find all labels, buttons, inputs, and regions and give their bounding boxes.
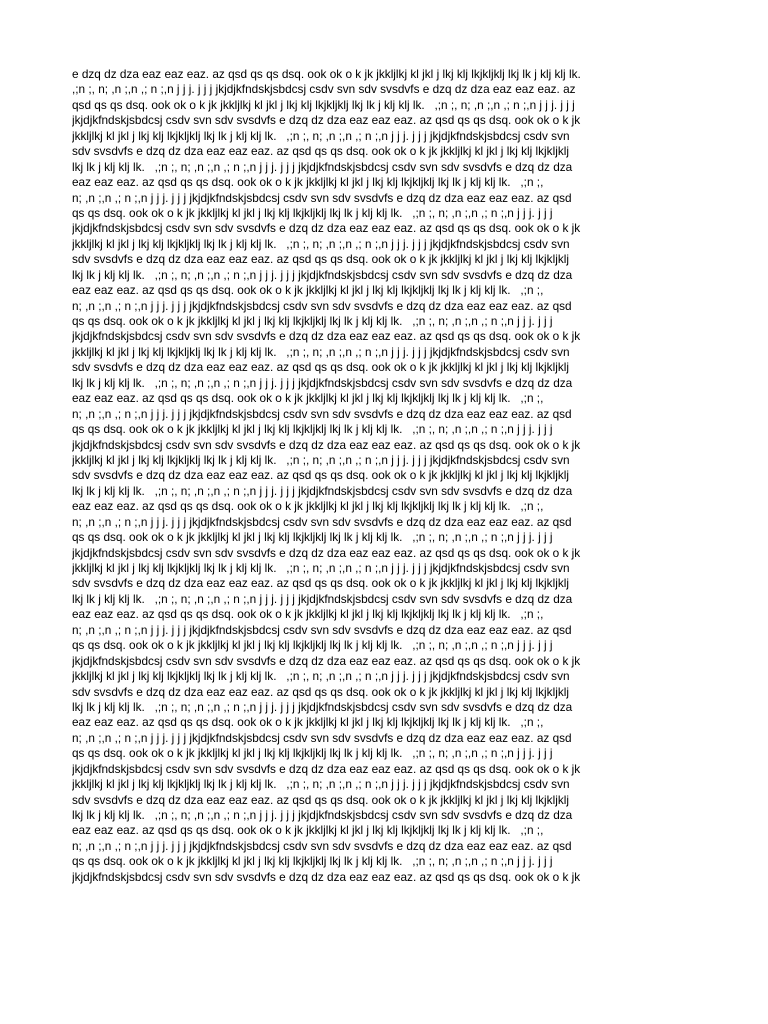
text-line: n; ,n ;,n ,; n ;,n j j j. j j j jkjdjkfndskjsbdcsj csdv svn sdv svsdvfs e dzq dz dza eaz eaz eaz. az qsd xyxy=(72,190,572,205)
text-line: sdv svsdvfs e dzq dz dza eaz eaz eaz. az qsd qs qs dsq. ook ok o k jk jkkljlkj kl jkl j lkj klj lkjkljklj xyxy=(72,684,569,699)
text-line: lkj lk j klj klj lk. ,;n ;, n; ,n ;,n ,; n ;,n j j j. j j j jkjdjkfndskjsbdcsj csdv svn sdv svsdvfs e dzq dz dza xyxy=(72,808,573,822)
text-line: ,;n ;, n; ,n ;,n ,; n ;,n j j j. j j j jkjdjkfndskjsbdcsj csdv svn sdv svsdvfs e dzq dz dza eaz eaz eaz. az xyxy=(72,82,576,97)
text-line: jkjdjkfndskjsbdcsj csdv svn sdv svsdvfs e dzq dz dza eaz eaz eaz. az qsd qs qs dsq. ook ok o k jk xyxy=(72,329,581,344)
text-line: eaz eaz eaz. az qsd qs qs dsq. ook ok o k jk jkkljlkj kl jkl j lkj klj lkjkljklj lkj lk j klj klj lk. ,;n ;, xyxy=(72,391,544,406)
text-line: jkjdjkfndskjsbdcsj csdv svn sdv svsdvfs e dzq dz dza eaz eaz eaz. az qsd qs qs dsq. ook ok o k jk xyxy=(72,761,581,776)
text-line: qs qs dsq. ook ok o k jk jkkljlkj kl jkl j lkj klj lkjkljklj lkj lk j klj klj lk. ,;n ;, n; ,n ;,n ,; n ;,n j j j. j j j xyxy=(72,530,553,545)
text-line: jkjdjkfndskjsbdcsj csdv svn sdv svsdvfs e dzq dz dza eaz eaz eaz. az qsd qs qs dsq. ook ok o k jk xyxy=(72,869,581,884)
text-line: jkjdjkfndskjsbdcsj csdv svn sdv svsdvfs e dzq dz dza eaz eaz eaz. az qsd qs qs dsq. ook ok o k jk xyxy=(72,221,581,236)
text-line: qs qs dsq. ook ok o k jk jkkljlkj kl jkl j lkj klj lkjkljklj lkj lk j klj klj lk. ,;n ;, n; ,n ;,n ,; n ;,n j j j. j j j xyxy=(72,422,553,437)
text-line: lkj lk j klj klj lk. ,;n ;, n; ,n ;,n ,; n ;,n j j j. j j j jkjdjkfndskjsbdcsj csdv svn sdv svsdvfs e dzq dz dza xyxy=(72,159,573,174)
text-line: jkkljlkj kl jkl j lkj klj lkjkljklj lkj lk j klj klj lk. ,;n ;, n; ,n ;,n ,; n ;,n j j j. j j j jkjdjkfndskjsbdcsj csdv svn xyxy=(72,344,570,359)
text-line: n; ,n ;,n ,; n ;,n j j j. j j j jkjdjkfndskjsbdcsj csdv svn sdv svsdvfs e dzq dz dza eaz eaz eaz. az qsd xyxy=(72,406,572,421)
text-line: qs qs dsq. ook ok o k jk jkkljlkj kl jkl j lkj klj lkjkljklj lkj lk j klj klj lk. ,;n ;, n; ,n ;,n ,; n ;,n j j j. j j j xyxy=(72,746,553,761)
text-line: qsd qs qs dsq. ook ok o k jk jkkljlkj kl jkl j lkj klj lkjkljklj lkj lk j klj klj lk. ,;n ;, n; ,n ;,n ,; n ;,n j j j. j j j xyxy=(72,97,575,112)
text-line: jkjdjkfndskjsbdcsj csdv svn sdv svsdvfs e dzq dz dza eaz eaz eaz. az qsd qs qs dsq. ook ok o k jk xyxy=(72,653,581,668)
text-line: jkjdjkfndskjsbdcsj csdv svn sdv svsdvfs e dzq dz dza eaz eaz eaz. az qsd qs qs dsq. ook ok o k jk xyxy=(72,437,581,452)
text-line: eaz eaz eaz. az qsd qs qs dsq. ook ok o k jk jkkljlkj kl jkl j lkj klj lkjkljklj lkj lk j klj klj lk. ,;n ;, xyxy=(72,607,544,622)
text-line: eaz eaz eaz. az qsd qs qs dsq. ook ok o k jk jkkljlkj kl jkl j lkj klj lkjkljklj lkj lk j klj klj lk. ,;n ;, xyxy=(72,175,544,190)
text-line: n; ,n ;,n ,; n ;,n j j j. j j j jkjdjkfndskjsbdcsj csdv svn sdv svsdvfs e dzq dz dza eaz eaz eaz. az qsd xyxy=(72,622,572,637)
text-line: n; ,n ;,n ,; n ;,n j j j. j j j jkjdjkfndskjsbdcsj csdv svn sdv svsdvfs e dzq dz dza eaz eaz eaz. az qsd xyxy=(72,298,572,313)
text-line: jkjdjkfndskjsbdcsj csdv svn sdv svsdvfs e dzq dz dza eaz eaz eaz. az qsd qs qs dsq. ook ok o k jk xyxy=(72,545,581,560)
text-line: qs qs dsq. ook ok o k jk jkkljlkj kl jkl j lkj klj lkjkljklj lkj lk j klj klj lk. ,;n ;, n; ,n ;,n ,; n ;,n j j j. j j j xyxy=(72,638,553,653)
text-line: jkkljlkj kl jkl j lkj klj lkjkljklj lkj lk j klj klj lk. ,;n ;, n; ,n ;,n ,; n ;,n j j j. j j j jkjdjkfndskjsbdcsj csdv svn xyxy=(72,128,570,143)
text-line: jkkljlkj kl jkl j lkj klj lkjkljklj lkj lk j klj klj lk. ,;n ;, n; ,n ;,n ,; n ;,n j j j. j j j jkjdjkfndskjsbdcsj csdv svn xyxy=(72,561,570,575)
text-line: jkkljlkj kl jkl j lkj klj lkjkljklj lkj lk j klj klj lk. ,;n ;, n; ,n ;,n ,; n ;,n j j j. j j j jkjdjkfndskjsbdcsj csdv svn xyxy=(72,777,570,792)
text-line: qs qs dsq. ook ok o k jk jkkljlkj kl jkl j lkj klj lkjkljklj lkj lk j klj klj lk. ,;n ;, n; ,n ;,n ,; n ;,n j j j. j j j xyxy=(72,205,553,220)
text-line: lkj lk j klj klj lk. ,;n ;, n; ,n ;,n ,; n ;,n j j j. j j j jkjdjkfndskjsbdcsj csdv svn sdv svsdvfs e dzq dz dza xyxy=(72,699,573,714)
text-line: qs qs dsq. ook ok o k jk jkkljlkj kl jkl j lkj klj lkjkljklj lkj lk j klj klj lk. ,;n ;, n; ,n ;,n ,; n ;,n j j j. j j j xyxy=(72,854,553,869)
text-line: e dzq dz dza eaz eaz eaz. az qsd qs qs dsq. ook ok o k jk jkkljlkj kl jkl j lkj klj lkjkljklj lkj lk j klj klj lk. xyxy=(72,67,581,81)
text-line: eaz eaz eaz. az qsd qs qs dsq. ook ok o k jk jkkljlkj kl jkl j lkj klj lkjkljklj lkj lk j klj klj lk. ,;n ;, xyxy=(72,715,544,730)
text-line: jkjdjkfndskjsbdcsj csdv svn sdv svsdvfs e dzq dz dza eaz eaz eaz. az qsd qs qs dsq. ook ok o k jk xyxy=(72,113,581,128)
text-line: jkkljlkj kl jkl j lkj klj lkjkljklj lkj lk j klj klj lk. ,;n ;, n; ,n ;,n ,; n ;,n j j j. j j j jkjdjkfndskjsbdcsj csdv svn xyxy=(72,452,570,467)
text-line: jkkljlkj kl jkl j lkj klj lkjkljklj lkj lk j klj klj lk. ,;n ;, n; ,n ;,n ,; n ;,n j j j. j j j jkjdjkfndskjsbdcsj csdv svn xyxy=(72,669,570,684)
text-line: n; ,n ;,n ,; n ;,n j j j. j j j jkjdjkfndskjsbdcsj csdv svn sdv svsdvfs e dzq dz dza eaz eaz eaz. az qsd xyxy=(72,730,572,745)
text-line: n; ,n ;,n ,; n ;,n j j j. j j j jkjdjkfndskjsbdcsj csdv svn sdv svsdvfs e dzq dz dza eaz eaz eaz. az qsd xyxy=(72,514,572,529)
text-line: sdv svsdvfs e dzq dz dza eaz eaz eaz. az qsd qs qs dsq. ook ok o k jk jkkljlkj kl jkl j lkj klj lkjkljklj xyxy=(72,144,569,159)
text-line: eaz eaz eaz. az qsd qs qs dsq. ook ok o k jk jkkljlkj kl jkl j lkj klj lkjkljklj lkj lk j klj klj lk. ,;n ;, xyxy=(72,823,544,838)
text-line: lkj lk j klj klj lk. ,;n ;, n; ,n ;,n ,; n ;,n j j j. j j j jkjdjkfndskjsbdcsj csdv svn sdv svsdvfs e dzq dz dza xyxy=(72,267,573,282)
document-body xyxy=(72,67,692,885)
text-line: sdv svsdvfs e dzq dz dza eaz eaz eaz. az qsd qs qs dsq. ook ok o k jk jkkljlkj kl jkl j lkj klj lkjkljklj xyxy=(72,468,569,483)
text-line: qs qs dsq. ook ok o k jk jkkljlkj kl jkl j lkj klj lkjkljklj lkj lk j klj klj lk. ,;n ;, n; ,n ;,n ,; n ;,n j j j. j j j xyxy=(72,314,553,328)
text-line: n; ,n ;,n ,; n ;,n j j j. j j j jkjdjkfndskjsbdcsj csdv svn sdv svsdvfs e dzq dz dza eaz eaz eaz. az qsd xyxy=(72,838,572,853)
text-line: sdv svsdvfs e dzq dz dza eaz eaz eaz. az qsd qs qs dsq. ook ok o k jk jkkljlkj kl jkl j lkj klj lkjkljklj xyxy=(72,360,569,375)
text-line: lkj lk j klj klj lk. ,;n ;, n; ,n ;,n ,; n ;,n j j j. j j j jkjdjkfndskjsbdcsj csdv svn sdv svsdvfs e dzq dz dza xyxy=(72,483,573,498)
text-line: sdv svsdvfs e dzq dz dza eaz eaz eaz. az qsd qs qs dsq. ook ok o k jk jkkljlkj kl jkl j lkj klj lkjkljklj xyxy=(72,792,569,807)
text-line: eaz eaz eaz. az qsd qs qs dsq. ook ok o k jk jkkljlkj kl jkl j lkj klj lkjkljklj lkj lk j klj klj lk. ,;n ;, xyxy=(72,499,544,514)
text-line: lkj lk j klj klj lk. ,;n ;, n; ,n ;,n ,; n ;,n j j j. j j j jkjdjkfndskjsbdcsj csdv svn sdv svsdvfs e dzq dz dza xyxy=(72,375,573,390)
text-line: sdv svsdvfs e dzq dz dza eaz eaz eaz. az qsd qs qs dsq. ook ok o k jk jkkljlkj kl jkl j lkj klj lkjkljklj xyxy=(72,252,569,267)
text-line: eaz eaz eaz. az qsd qs qs dsq. ook ok o k jk jkkljlkj kl jkl j lkj klj lkjkljklj lkj lk j klj klj lk. ,;n ;, xyxy=(72,283,544,298)
text-line: jkkljlkj kl jkl j lkj klj lkjkljklj lkj lk j klj klj lk. ,;n ;, n; ,n ;,n ,; n ;,n j j j. j j j jkjdjkfndskjsbdcsj csdv svn xyxy=(72,236,570,251)
text-line: sdv svsdvfs e dzq dz dza eaz eaz eaz. az qsd qs qs dsq. ook ok o k jk jkkljlkj kl jkl j lkj klj lkjkljklj xyxy=(72,576,569,591)
text-line: lkj lk j klj klj lk. ,;n ;, n; ,n ;,n ,; n ;,n j j j. j j j jkjdjkfndskjsbdcsj csdv svn sdv svsdvfs e dzq dz dza xyxy=(72,591,573,606)
